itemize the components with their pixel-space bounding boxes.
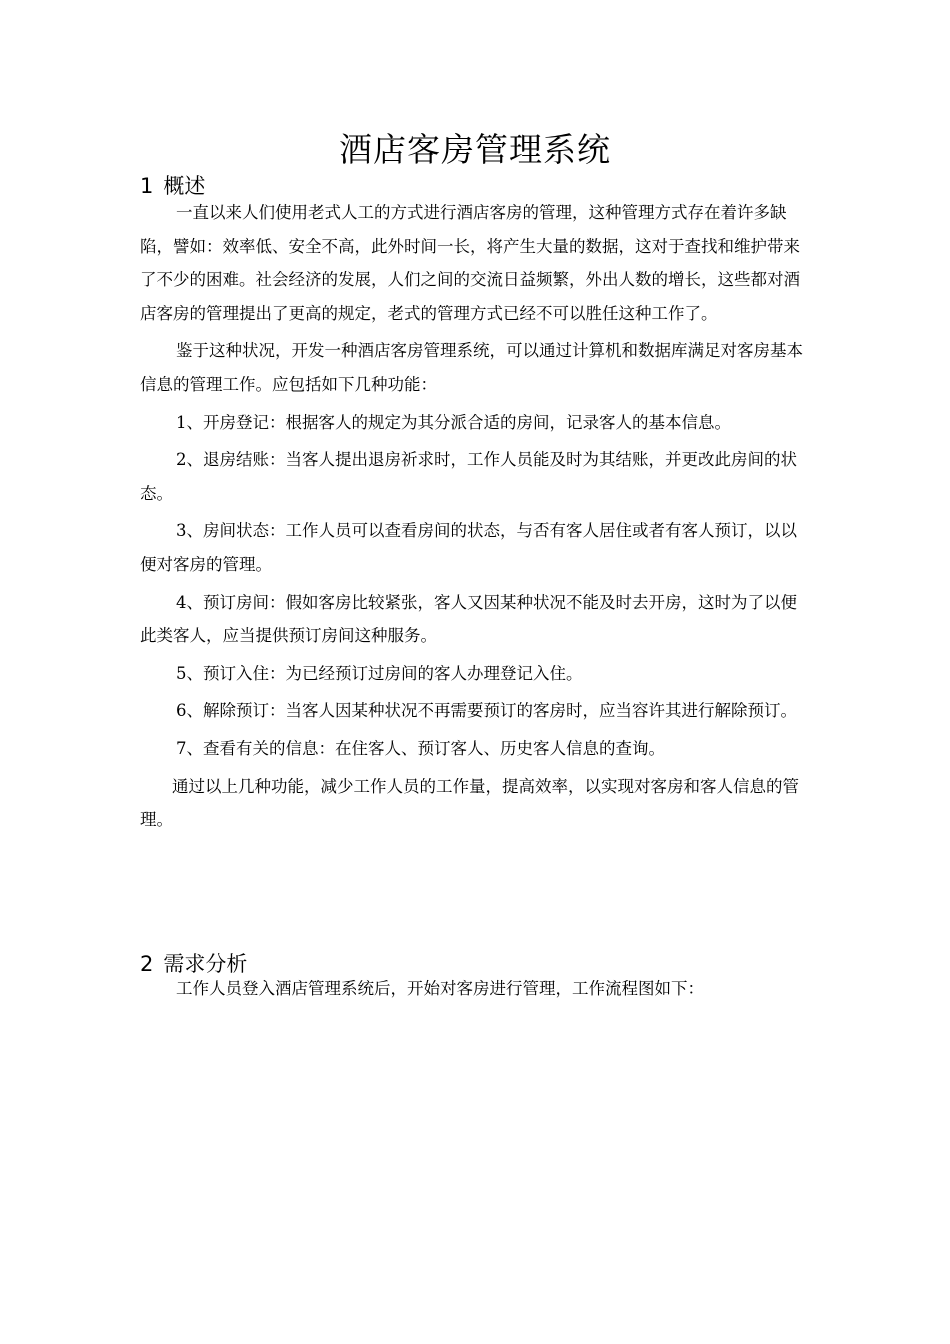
list-item: 6、解除预订：当客人因某种状况不再需要预订的客房时，应当容许其进行解除预订。 [176, 701, 797, 721]
paragraph: 一直以来人们使用老式人工的方式进行酒店客房的管理，这种管理方式存在着许多缺陷，譬如：效率低、安全不高，此外时间一长，将产生大量的数据，这对于查找和维护带来了不少的困难。社会经济的发展，人们之间的交流日益频繁，外出人数的增长，这些都对酒店客房的管理提出了更高的规定，老式的管理方式已经不可以胜任这种工作了。 [140, 203, 800, 323]
paragraph: 通过以上几种功能，减少工作人员的工作量，提高效率，以实现对客房和客人信息的管理。 [140, 776, 799, 830]
section-body-requirements [140, 972, 810, 1006]
list-item: 5、预订入住：为已经预订过房间的客人办理登记入住。 [176, 663, 583, 683]
list-item: 1、开房登记：根据客人的规定为其分派合适的房间，记录客人的基本信息。 [176, 412, 731, 432]
list-item: 2、退房结账：当客人提出退房祈求时，工作人员能及时为其结账，并更改此房间的状态。 [140, 450, 797, 503]
list-item: 3、房间状态：工作人员可以查看房间的状态，与否有客人居住或者有客人预订，以以便对客房的管理。 [140, 521, 797, 574]
section-title: 概述 [163, 174, 206, 198]
section-body-overview [140, 196, 810, 837]
document-title: 酒店客房管理系统 [339, 130, 611, 169]
section-number: 1 [140, 174, 154, 198]
section-number: 2 [140, 952, 154, 976]
list-item: 7、查看有关的信息：在住客人、预订客人、历史客人信息的查询。 [176, 738, 665, 758]
section-title: 需求分析 [163, 952, 248, 976]
list-item: 4、预订房间：假如客房比较紧张，客人又因某种状况不能及时去开房，这时为了以便此类客人，应当提供预订房间这种服务。 [140, 592, 797, 646]
paragraph: 工作人员登入酒店管理系统后，开始对客房进行管理，工作流程图如下： [176, 979, 704, 998]
paragraph: 鉴于这种状况，开发一种酒店客房管理系统，可以通过计算机和数据库满足对客房基本信息的管理工作。应包括如下几种功能： [140, 341, 803, 394]
